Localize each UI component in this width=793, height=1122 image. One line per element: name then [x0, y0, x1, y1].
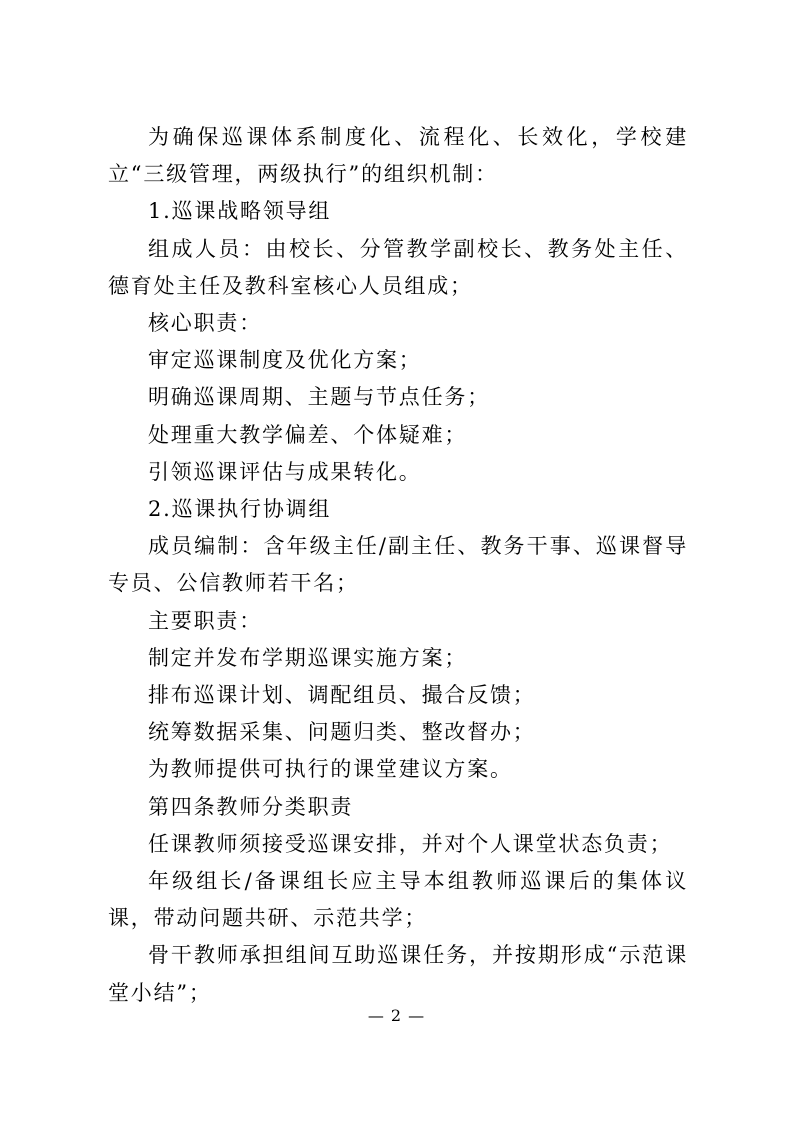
paragraph-duty-3: 处理重大教学偏差、个体疑难；	[148, 422, 468, 447]
heading-article-four: 第四条教师分类职责	[148, 794, 354, 819]
paragraph-duty-1: 审定巡课制度及优化方案；	[148, 348, 422, 373]
document-body	[108, 119, 688, 1012]
paragraph-teacher-duty: 任课教师须接受巡课安排，并对个人课堂状态负责；	[148, 831, 673, 856]
paragraph-intro: 为确保巡课体系制度化、流程化、长效化，学校建立“三级管理，两级执行”的组织机制：	[108, 125, 688, 187]
paragraph-duty-4: 引领巡课评估与成果转化。	[148, 459, 422, 484]
paragraph-execution-members: 成员编制：含年级主任/副主任、教务干事、巡课督导专员、公信教师若干名；	[108, 534, 688, 596]
paragraph-backbone-teacher-duty: 骨干教师承担组间互助巡课任务，并按期形成“示范课堂小结”；	[108, 943, 688, 1005]
paragraph-duty-2: 明确巡课周期、主题与节点任务；	[148, 385, 490, 410]
paragraph-exec-duty-1: 制定并发布学期巡课实施方案；	[148, 645, 468, 670]
page-number: — 2 —	[367, 1006, 426, 1025]
paragraph-exec-duty-2: 排布巡课计划、调配组员、撮合反馈；	[148, 683, 536, 708]
paragraph-leadership-members: 组成人员：由校长、分管教学副校长、教务处主任、德育处主任及教科室核心人员组成；	[108, 236, 688, 298]
label-core-duties: 核心职责：	[148, 311, 262, 336]
heading-leadership-group: 1.巡课战略领导组	[148, 199, 332, 224]
heading-execution-group: 2.巡课执行协调组	[148, 497, 332, 522]
paragraph-exec-duty-3: 统筹数据采集、问题归类、整改督办；	[148, 720, 536, 745]
paragraph-group-leader-duty: 年级组长/备课组长应主导本组教师巡课后的集体议课，带动问题共研、示范共学；	[108, 869, 688, 931]
paragraph-exec-duty-4: 为教师提供可执行的课堂建议方案。	[148, 757, 513, 782]
label-main-duties: 主要职责：	[148, 608, 262, 633]
